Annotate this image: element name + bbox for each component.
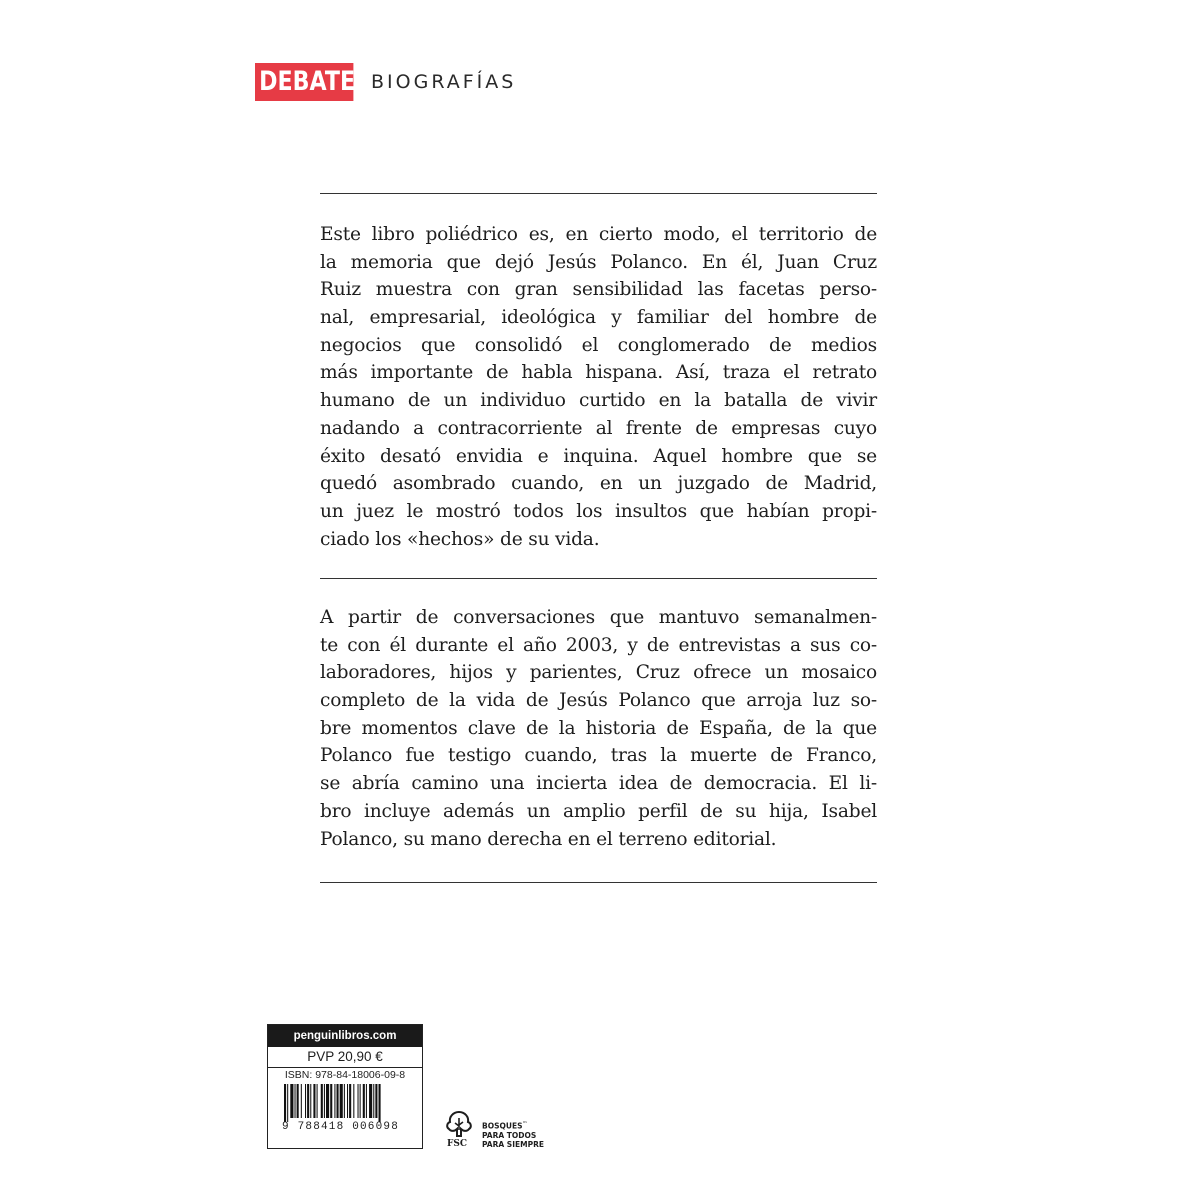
publisher-brand	[255, 63, 517, 101]
fsc-trademark: ™	[522, 1121, 528, 1127]
divider-middle	[320, 578, 877, 579]
text-line: humano de un individuo curtido en la batalla de vivir	[320, 390, 877, 412]
fsc-line-1: BOSQUES	[482, 1121, 523, 1131]
barcode-bar	[360, 1084, 361, 1118]
text-line: más importante de habla hispana. Así, traza el retrato	[320, 362, 877, 384]
barcode-bar	[366, 1084, 367, 1118]
retail-price: PVP 20,90 €	[268, 1047, 422, 1068]
text-line: se abría camino una incierta idea de democracia. El li-	[320, 773, 877, 795]
fsc-line-2: PARA TODOS	[482, 1130, 537, 1140]
text-line: completo de la vida de Jesús Polanco que arroja luz so-	[320, 690, 877, 712]
publisher-logo: DEBATE	[255, 63, 353, 101]
barcode-bar	[330, 1084, 332, 1118]
barcode-bar	[379, 1084, 381, 1122]
barcode-bar	[363, 1084, 365, 1118]
fsc-tree-icon	[444, 1110, 474, 1138]
collection-name: BIOGRAFÍAS	[371, 71, 517, 93]
fsc-slogan	[482, 1120, 544, 1149]
divider-bottom	[320, 882, 877, 883]
isbn-number: ISBN: 978-84-18006-09-8	[284, 1069, 406, 1081]
publisher-website: penguinlibros.com	[268, 1025, 422, 1047]
barcode-bar	[321, 1084, 323, 1118]
barcode-bar	[290, 1084, 293, 1118]
barcode-bar	[284, 1084, 286, 1122]
text-line: bre momentos clave de la historia de España, de la que	[320, 717, 877, 739]
text-line: nadando a contracorriente al frente de empresas cuyo	[320, 417, 877, 439]
blurb-paragraph-2	[320, 604, 877, 853]
barcode-bar	[373, 1084, 374, 1118]
barcode-bar	[297, 1084, 299, 1118]
barcode-bar	[317, 1084, 318, 1118]
fsc-label: FSC	[447, 1139, 468, 1149]
barcode-bar	[307, 1084, 309, 1118]
text-line: quedó asombrado cuando, en un juzgado de Madrid,	[320, 473, 877, 495]
barcode-bar	[369, 1084, 372, 1118]
barcode-icon	[280, 1084, 410, 1122]
text-line: Polanco fue testigo cuando, tras la muerte de Franco,	[320, 745, 877, 767]
text-line: bro incluye además un amplio perfil de su hija, Isabel	[320, 800, 877, 822]
barcode-bar	[349, 1084, 351, 1118]
text-line: A partir de conversaciones que mantuvo semanalmen-	[320, 607, 877, 628]
text-line: te con él durante el año 2003, y de entrevistas a sus co-	[320, 634, 877, 656]
barcode-bar	[334, 1084, 335, 1118]
text-line: Ruiz muestra con gran sensibilidad las facetas perso-	[320, 279, 877, 301]
text-line: ciado los «hechos» de su vida.	[320, 528, 600, 550]
price-isbn-box	[267, 1024, 423, 1149]
blurb-paragraph-1	[320, 221, 877, 553]
barcode-bar	[326, 1084, 329, 1118]
text-line: la memoria que dejó Jesús Polanco. En él, Juan Cruz	[320, 251, 877, 273]
barcode-bar	[305, 1084, 306, 1118]
barcode-bar	[295, 1084, 296, 1118]
barcode-bar	[337, 1084, 339, 1118]
text-line: negocios que consolidó el conglomerado de medios	[320, 334, 877, 356]
barcode-bar	[301, 1084, 302, 1118]
text-line: un juez le mostró todos los insultos que habían propi-	[320, 500, 877, 522]
barcode-bar	[347, 1084, 348, 1118]
text-line: éxito desató envidia e inquina. Aquel hombre que se	[320, 445, 877, 467]
barcode-bar	[324, 1084, 325, 1118]
barcode-bar	[344, 1084, 345, 1118]
barcode-bar	[313, 1084, 315, 1118]
fsc-mark	[444, 1110, 564, 1152]
text-line: Polanco, su mano derecha en el terreno editorial.	[320, 828, 777, 850]
barcode-bar	[310, 1084, 311, 1118]
barcode-digits: 9 788418 006098	[282, 1121, 400, 1133]
text-line: Este libro poliédrico es, en cierto modo, el territorio de	[320, 224, 877, 245]
barcode	[280, 1084, 410, 1134]
divider-top	[320, 193, 877, 194]
barcode-bar	[375, 1084, 377, 1118]
barcode-bar	[353, 1084, 354, 1118]
barcode-bar	[340, 1084, 343, 1118]
fsc-line-3: PARA SIEMPRE	[482, 1139, 544, 1149]
text-line: nal, empresarial, ideológica y familiar del hombre de	[320, 307, 877, 329]
text-line: laboradores, hijos y parientes, Cruz ofrece un mosaico	[320, 662, 877, 684]
barcode-bar	[358, 1084, 359, 1118]
barcode-bar	[287, 1084, 288, 1122]
